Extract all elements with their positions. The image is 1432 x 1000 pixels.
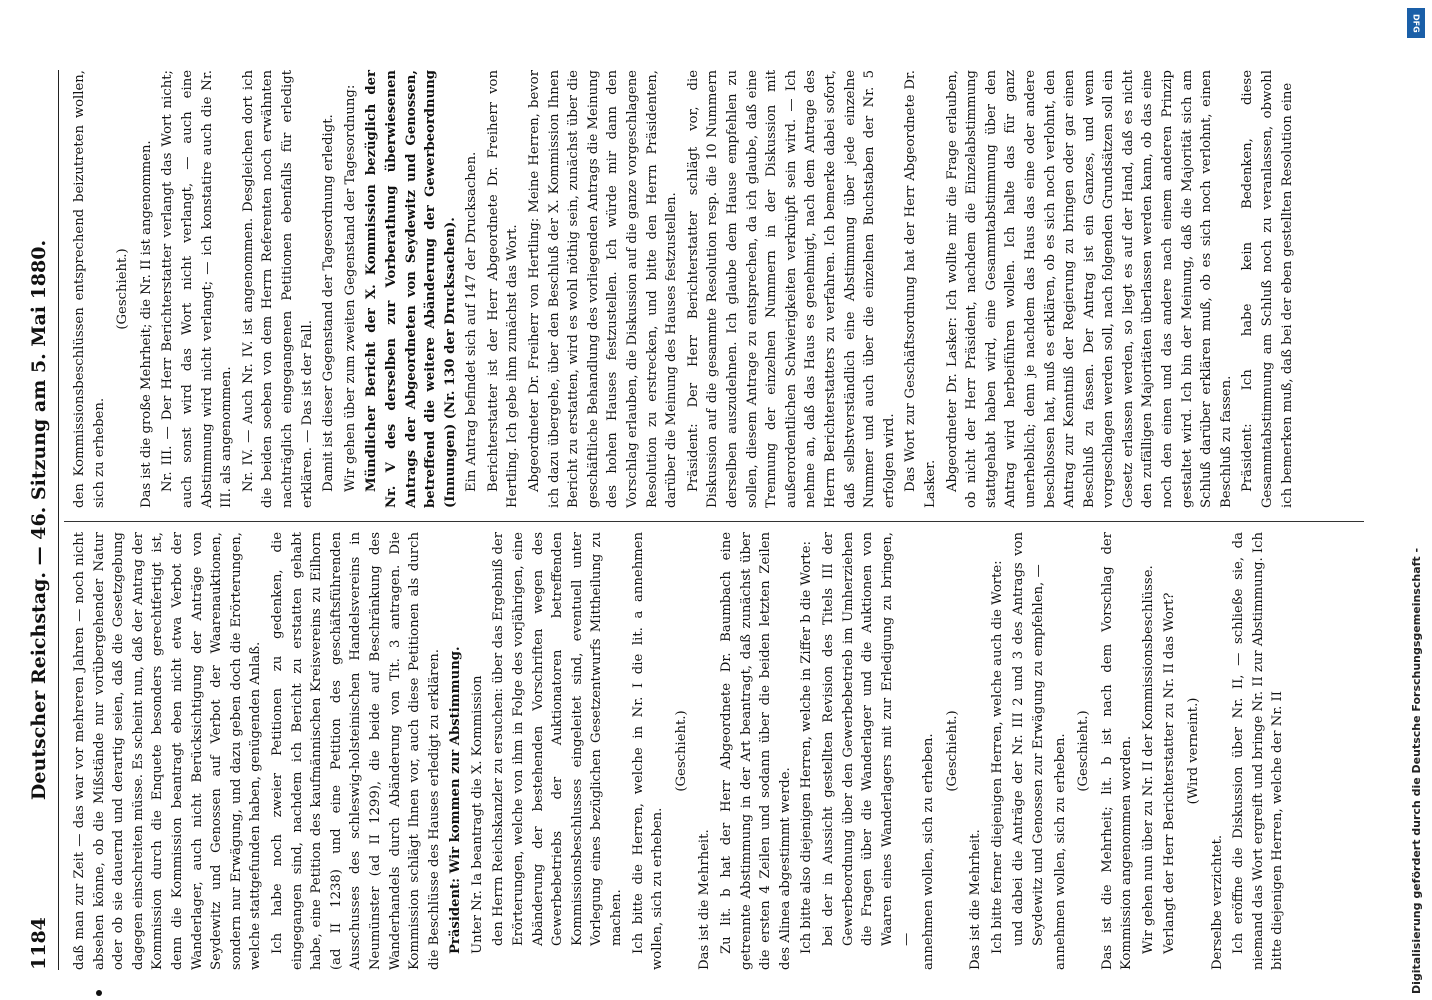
paragraph: Nr. IV. — Auch Nr. IV. ist angenommen. Desgleichen dort ich die beiden soeben von dem Herrn Referenten noch erwähnten nachträglich eingegangenen Petitionen ebenfalls für erledigt erklären. — Das ist der Fall.	[240, 70, 315, 508]
paragraph: Das ist die Mehrheit; lit. b ist nach dem Vorschlag der Kommission angenommen worden.	[1099, 532, 1135, 970]
page-header	[18, 70, 59, 970]
paragraph: Das ist die Mehrheit.	[697, 829, 713, 970]
paragraph: Ich eröffne die Diskussion über Nr. II, — schließe sie, da niemand das Wort ergreift und bringe Nr. II zur Abstimmung. Ich bitte diejenigen Herren, welche der Nr. II	[1231, 532, 1286, 970]
paragraph: Ich bitte also diejenigen Herren, welche in Ziffer b die Worte:	[799, 541, 815, 954]
paragraph: annehmen wollen, sich zu erheben.	[1052, 733, 1068, 970]
speaker-paragraph: Präsident: Der Herr Berichterstatter schlägt vor, die Diskussion auf die gesammte Resolution resp. die 10 Nummern derselben auszudehnen. Ich glaube dem Hause empfehlen zu sollen, diesem Antrage zu entsprechen, da ich glaube, daß eine Trennung der einzelnen Nummern in der Diskussion mit außerordentlichen Schwierigkeiten verknüpft sein wird. — Ich nehme an, daß das Haus es genehmigt, nach dem Antrage des Herrn Berichterstatters zu verfahren. Ich bemerke dabei sofort, daß selbstverständlich eine Abstimmung über jede einzelne Nummer und auch über die einzelnen Buchstaben der Nr. 5 erfolgen wird.	[685, 70, 897, 508]
paragraph: Ein Antrag befindet sich auf 147 der Drucksachen.	[464, 151, 480, 492]
stage-direction: (Wird verneint.)	[1186, 697, 1202, 805]
paragraph: Berichterstatter ist der Herr Abgeordnete Dr. Freiherr von Hertling. Ich gebe ihm zunächst das Wort.	[485, 70, 521, 508]
paragraph: Derselbe verzichtet.	[1209, 834, 1225, 970]
paragraph: Unter Nr. Ia beantragt die X. Kommission	[469, 675, 485, 954]
speaker-paragraph: Präsident: Wir kommen zur Abstimmung.	[448, 646, 464, 954]
speaker-paragraph: Abgeordneter Dr. Freiherr von Hertling: Meine Herren, bevor ich dazu übergehe, über den Beschluß der X. Kommission Ihnen Bericht zu erstatten, wird es wohl nöthig sein, zunächst über die geschäftliche Behandlung des vorliegenden Antrags die Meinung des hohen Hauses festzustellen. Ich würde mir dann den Vorschlag erlauben, die Diskussion auf die ganze vorgeschlagene Resolution zu erstrecken, und bitte den Herrn Präsidenten, darüber die Meinung des Hauses festzustellen.	[527, 70, 680, 508]
paragraph: den Kommissionsbeschlüssen entsprechend beizutreten wollen, sich zu erheben.	[72, 70, 107, 508]
speaker-paragraph: Präsident: Ich habe kein Bedenken, diese Gesammtabstimmung am Schluß noch zu veranlassen, obwohl ich bemerken muß, daß bei der eben gestellten Resolution eine	[1240, 70, 1295, 508]
stage-direction: (Geschieht.)	[944, 710, 960, 792]
paragraph: Ich habe noch zweier Petitionen zu gedenken, die eingegangen sind, nachdem ich Bericht zu erstatten gehabt habe, eine Petition des kaufmännischen Kreisvereins zu Eilhorn (ad II 1238) und eine Petition des geschäftsführenden Ausschusses des schleswig-holsteinischen Handelsvereins in Neumünster (ad II 1299), die beide auf Beschränkung des Wanderhandels durch Abänderung von Tit. 3 antragen. Die Kommission schlägt Ihnen vor, auch diese Petitionen als durch die Beschlüsse des Hauses erledigt zu erklären.	[269, 532, 442, 970]
agenda-heading: Mündlicher Bericht der X. Kommission bezüglich der Nr. V des derselben zur Vorberathung überwiesenen Antrags der Abgeordneten von Seydewitz und Genossen, betreffend die weitere Abänderung der Gewerbeordnung (Innungen) (Nr. 130 der Drucksachen).	[364, 70, 458, 508]
dfg-logo-icon: DFG	[1407, 8, 1425, 38]
column-divider	[64, 521, 1364, 522]
right-column	[70, 70, 1299, 508]
newspaper-page	[0, 40, 1390, 1000]
paragraph: Ich bitte ferner diejenigen Herren, welche auch die Worte:	[989, 560, 1005, 954]
paragraph: Verlangt der Herr Berichterstatter zu Nr. II das Wort?	[1162, 592, 1178, 954]
paragraph: Wir gehen über zum zweiten Gegenstand der Tagesordnung:	[342, 84, 358, 492]
left-column	[70, 532, 1290, 970]
quote-paragraph: den Herrn Reichskanzler zu ersuchen: über das Ergebniß der Erörterungen, welche von ihm in Folge des vorjährigen, eine Abänderung der bestehenden Vorschriften wegen des Gewerbebetriebs der Auktionatoren betreffenden Kommissionsbeschlusses eingeleitet sind, eventuell unter Vorlegung eines bezüglichen Gesetzentwurfs Mittheilung zu machen.	[491, 532, 625, 946]
paragraph: annehmen wollen, sich zu erheben.	[920, 733, 936, 970]
page-number: 1184	[28, 917, 50, 970]
credit-text: Digitalisierung gefördert durch die Deutsche Forschungsgemeinschaft -	[1410, 547, 1423, 994]
paragraph: Das ist die große Mehrheit; die Nr. II ist angenommen.	[138, 140, 154, 508]
paragraph: Das ist die Mehrheit.	[968, 829, 984, 970]
paragraph: daß man zur Zeit — das war vor mehreren Jahren — noch nicht absehen könne, ob die Mißstände nur vorübergehender Natur oder ob sie dauernd und derartig seien, daß die Gesetzgebung dagegen einschreiten müsse. Es scheint nun, daß der Antrag der Kommission durch die Enquete besonders gerechtfertigt ist, denn die Kommission beantragt eben nicht etwa Verbot der Wanderlager, auch nicht Berücksichtigung der Anträge von Seydewitz und Genossen auf Verbot der Waarenauktionen, sondern nur Erwägung, und dazu geben doch die Erörterungen, welche stattgefunden haben, genügenden Anlaß.	[72, 532, 264, 970]
stage-direction: (Geschieht.)	[115, 248, 131, 330]
quote-paragraph: und dabei die Anträge der Nr. III 2 und 3 des Antrags von Seydewitz und Genossen zur Erwägung zu empfehlen, —	[1011, 532, 1046, 946]
scan-speck	[96, 990, 102, 996]
speaker-paragraph: Abgeordneter Dr. Lasker: Ich wollte mir die Frage erlauben, ob nicht der Herr Präsident, nachdem die Einzelabstimmung stattgehabt haben wird, eine Gesammtabstimmung über den Antrag wird herbeiführen wollen. Ich halte das für ganz unerheblich; denn je nachdem das Haus das eine oder andere beschlossen hat, muß es erklären, ob es sich noch verlohnt, den Antrag zur Kenntniß der Regierung zu bringen oder gar einen Beschluß zu fassen. Der Antrag ist ein Ganzes, und wenn vorgeschlagen werden soll, nach folgenden Grundsätzen soll ein Gesetz erlassen werden, so liegt es auf der Hand, daß es nicht den zufälligen Majoritäten überlassen werden kann, ob das eine noch den einen und das andere nach einem anderen Prinzip gestaltet wird. Ich bin der Meinung, daß die Majorität sich am Schluß darüber erklären muß, ob es sich noch verlohnt, einen Beschluß zu fassen.	[944, 70, 1234, 508]
paragraph: Damit ist dieser Gegenstand der Tagesordnung erledigt.	[321, 114, 337, 492]
digitization-credit	[1400, 14, 1428, 994]
page-title: Deutscher Reichstag. — 46. Sitzung am 5. Mai 1880.	[28, 239, 50, 801]
paragraph: Nr. III. — Der Herr Berichterstatter verlangt das Wort nicht; auch sonst wird das Wort nicht verlangt, — auch eine Abstimmung wird nicht verlangt; — ich konstatire auch die Nr. III. als angenommen.	[160, 70, 235, 508]
paragraph: Das Wort zur Geschäftsordnung hat der Herr Abgeordnete Dr. Lasker.	[903, 70, 938, 508]
paragraph: Wir gehen nun über zu Nr. II der Kommissionsbeschlüsse.	[1140, 565, 1156, 954]
stage-direction: (Geschieht.)	[1076, 710, 1092, 792]
paragraph: Zu lit. b hat der Herr Abgeordnete Dr. Baumbach eine getrennte Abstimmung in der Art beantragt, daß zunächst über die ersten 4 Zeilen und sodann über die beiden letzten Zeilen des Alinea abgestimmt werde.	[719, 532, 793, 970]
quote-paragraph: bei der in Aussicht gestellten Revision des Titels III der Gewerbeordnung über den Gewerbebetrieb im Umherziehen die Fragen über die Wanderlager und die Auktionen von Waaren eines Wanderlagers mit zur Erledigung zu bringen, —	[820, 532, 915, 946]
paragraph: Ich bitte die Herren, welche in Nr. I die lit. a annehmen wollen, sich zu erheben.	[630, 532, 666, 970]
stage-direction: (Geschieht.)	[673, 710, 689, 792]
